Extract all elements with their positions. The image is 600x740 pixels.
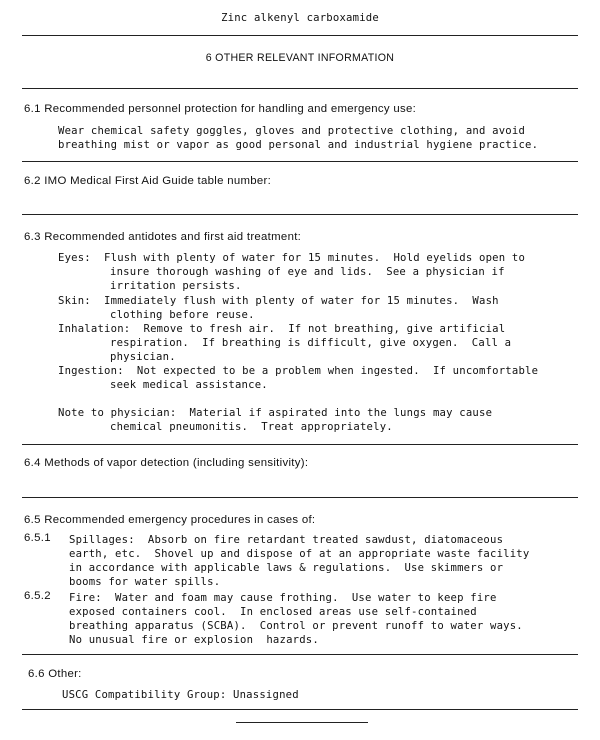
footer-rule [236,722,368,723]
text-line: Wear chemical safety goggles, gloves and protective clothing, and avoid [58,125,526,137]
section-6-4-heading: 6.4 Methods of vapor detection (including sensitivity): [24,457,309,469]
divider [22,88,578,89]
subsection-number: 6.5.1 [24,532,51,544]
text-line: Note to physician: Material if aspirated into the lungs may cause [58,407,493,419]
uscg-compatibility: USCG Compatibility Group: Unassigned [62,689,299,701]
text-line: Eyes: Flush with plenty of water for 15 minutes. Hold eyelids open to [58,252,526,264]
text-line: irritation persists. [110,280,242,292]
text-line: No unusual fire or explosion hazards. [69,634,319,646]
text-line: Inhalation: Remove to fresh air. If not breathing, give artificial [58,323,506,335]
text-line: clothing before reuse. [110,309,255,321]
skin-instructions [58,294,499,322]
section-heading: 6 OTHER RELEVANT INFORMATION [205,52,395,64]
section-6-1-body [58,124,538,152]
text-line: in accordance with applicable laws & regulations. Use skimmers or [69,562,504,574]
subsection-number: 6.5.2 [24,590,51,602]
text-line: booms for water spills. [69,576,221,588]
note-to-physician [58,406,492,434]
text-line: breathing mist or vapor as good personal and industrial hygiene practice. [58,139,539,151]
text-line: respiration. If breathing is difficult, give oxygen. Call a [110,337,512,349]
section-6-2-heading: 6.2 IMO Medical First Aid Guide table number: [24,175,272,187]
divider [22,497,578,498]
divider [22,35,578,36]
section-6-6-heading: 6.6 Other: [28,668,82,680]
section-6-5-heading: 6.5 Recommended emergency procedures in cases of: [24,514,316,526]
text-line: Skin: Immediately flush with plenty of water for 15 minutes. Wash [58,295,499,307]
divider [22,214,578,215]
text-line: earth, etc. Shovel up and dispose of at an appropriate waste facility [69,548,530,560]
text-line: Spillages: Absorb on fire retardant treated sawdust, diatomaceous [69,534,504,546]
text-line: chemical pneumonitis. Treat appropriately. [110,421,393,433]
ingestion-instructions [58,364,538,392]
spillages-instructions [69,533,529,589]
inhalation-instructions [58,322,511,364]
section-6-1-heading: 6.1 Recommended personnel protection for handling and emergency use: [24,103,417,115]
fire-instructions [69,591,523,647]
text-line: seek medical assistance. [110,379,268,391]
divider [22,161,578,162]
divider [22,444,578,445]
document-title: Zinc alkenyl carboxamide [221,12,379,24]
text-line: breathing apparatus (SCBA). Control or prevent runoff to water ways. [69,620,523,632]
text-line: exposed containers cool. In enclosed areas use self-contained [69,606,477,618]
text-line: Ingestion: Not expected to be a problem when ingested. If uncomfortable [58,365,539,377]
eyes-instructions [58,251,525,293]
text-line: insure thorough washing of eye and lids. See a physician if [110,266,505,278]
text-line: physician. [110,351,176,363]
divider [22,654,578,655]
section-6-3-heading: 6.3 Recommended antidotes and first aid treatment: [24,231,302,243]
divider [22,709,578,710]
text-line: Fire: Water and foam may cause frothing. Use water to keep fire [69,592,497,604]
